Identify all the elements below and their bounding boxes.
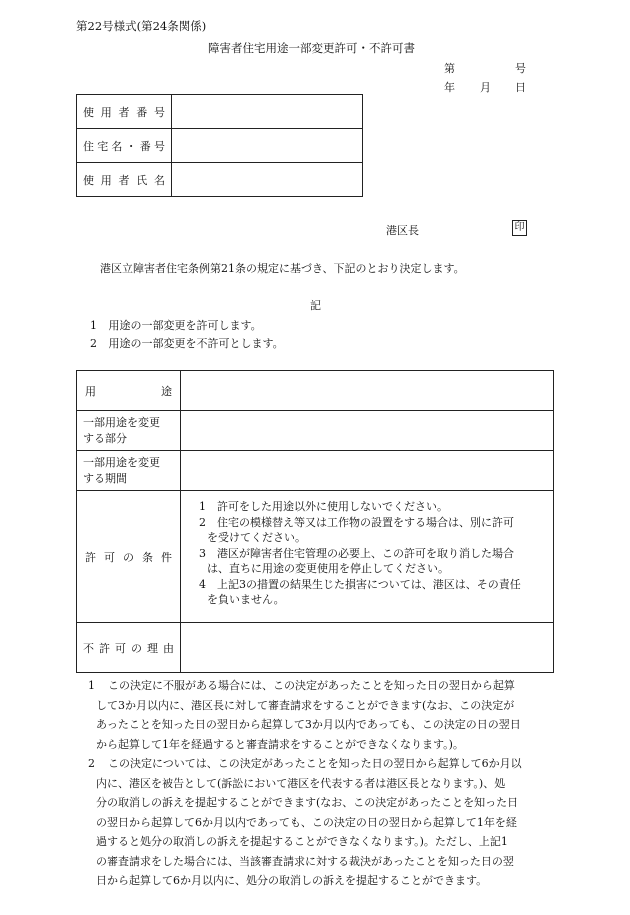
change-period-field[interactable] [181,451,554,491]
user-info-table [76,94,363,197]
user-name-label-char: 者 [118,173,130,187]
refusal-reason-label-char: の [131,641,142,655]
housing-name-label-char: 号 [153,139,165,153]
user-number-label-char: 者 [118,105,130,119]
decision-item [90,317,262,333]
usage-label-right: 途 [161,384,172,398]
condition-item [199,546,543,577]
seal-stamp [512,220,527,236]
seal-icon: 印 [512,220,527,236]
condition-line [199,561,543,577]
note-number: 2 [88,757,95,770]
housing-name-row [77,129,363,163]
user-number-row [77,95,363,129]
change-part-row [77,411,554,451]
condition-text: 港区が障害者住宅管理の必要上、この許可を取り消した場合 [217,546,514,560]
note-text: あったことを知った日の翌日から起算して3か月以内であっても、この決定の日の翌日 [96,718,521,731]
note-line [88,793,558,813]
user-name-field[interactable] [172,163,363,197]
housing-name-label-char: 名 [111,139,123,153]
user-number-label [77,95,172,129]
user-name-label [77,163,172,197]
usage-row [77,371,554,411]
condition-line [199,577,543,593]
conditions-label-char: 可 [104,550,115,564]
refusal-reason-row [77,623,554,673]
note-text: 内に、港区を被告として(訴訟において港区を代表する者は港区長となります。)、処 [96,776,506,790]
condition-line [199,499,543,515]
issuer-title: 港区長 [386,224,419,237]
conditions-label-char: 条 [142,550,153,564]
conditions-label [77,491,181,623]
decision-item [90,335,284,351]
housing-name-field[interactable] [172,129,363,163]
refusal-reason-field[interactable] [181,623,554,673]
refusal-reason-label-char: 由 [163,641,174,655]
note-line [88,813,558,833]
decision-text: 用途の一部変更を許可します。 [108,319,262,332]
condition-number: 3 [199,546,206,560]
user-number-label-char: 号 [154,105,165,119]
change-period-row [77,451,554,491]
user-name-label-char: 使 [83,173,94,187]
note-text: して3か月以内に、港区長に対して審査請求をすることができます(なお、この決定が [96,698,515,712]
condition-text: 許可をした用途以外に使用しないでください。 [217,500,448,513]
condition-text: 上記3の措置の結果生じた損害については、港区は、その責任 [217,577,521,591]
user-number-label-char: 番 [136,105,148,119]
user-name-label-char: 氏 [136,173,148,187]
doc-number-suffix: 号 [515,62,526,75]
user-number-label-char: 用 [100,105,112,119]
note-line [88,832,558,852]
note-line [88,735,558,755]
condition-text: を負いません。 [207,593,285,606]
refusal-reason-label-char: 理 [147,641,158,655]
housing-name-label-char: 宅 [97,139,109,153]
condition-line [199,515,543,531]
condition-line [199,530,543,546]
change-part-label [77,411,181,451]
condition-line [199,592,543,608]
user-number-label-char: 使 [83,105,94,119]
refusal-reason-label-char: 不 [83,641,94,655]
change-part-field[interactable] [181,411,554,451]
note-item [88,754,558,891]
date-month: 月 [480,81,491,94]
change-part-label-line: 一部用途を変更 [83,415,160,429]
notes [88,676,558,891]
note-text: この決定に不服がある場合には、この決定があったことを知った日の翌日から起算 [108,679,515,692]
document-title: 障害者住宅用途一部変更許可・不許可書 [208,41,415,55]
note-line [88,852,558,872]
refusal-reason-label [77,623,181,673]
change-part-label-line: する部分 [83,431,127,445]
conditions-row [77,491,554,623]
note-text: の翌日から起算して6か月以内であっても、この決定の日の翌日から起算して1年を経 [96,815,517,829]
condition-number: 1 [199,500,206,513]
conditions-content [181,491,554,623]
housing-name-label-char: ・ [125,139,137,153]
note-text: の審査請求をした場合には、当該審査請求に対する裁決があったことを知った日の翌 [96,854,514,868]
decision-number: 1 [90,319,97,332]
note-text: から起算して1年を経過すると審査請求をすることができなくなります。)。 [96,737,464,751]
condition-item [199,499,543,515]
note-line [88,715,558,735]
intro-text: 港区立障害者住宅条例第21条の規定に基づき、下記のとおり決定します。 [100,262,465,275]
doc-number-prefix: 第 [444,62,455,75]
decision-text: 用途の一部変更を不許可とします。 [108,337,284,350]
form-number: 第22号様式(第24条関係) [76,19,207,33]
housing-name-label [77,129,172,163]
condition-number: 4 [199,577,206,591]
condition-number: 2 [199,515,206,529]
housing-name-label-char: 番 [139,139,151,153]
ki-heading: 記 [310,299,321,312]
refusal-reason-label-char: 許 [99,641,110,655]
refusal-reason-label-char: 可 [115,641,126,655]
conditions-label-char: の [123,550,134,564]
note-line [88,871,558,891]
change-period-label-line: する期間 [83,471,127,485]
usage-label [77,371,181,411]
note-item [88,676,558,754]
condition-text: は、直ちに用途の変更使用を停止してください。 [207,562,449,575]
doc-number [444,60,526,76]
note-text: 日から起算して6か月以内に、処分の取消しの訴えを提起することができます。 [96,874,488,887]
user-name-label-char: 用 [100,173,112,187]
note-line [88,696,558,716]
change-period-label [77,451,181,491]
note-line [88,676,558,696]
note-line [88,774,558,794]
user-number-field[interactable] [172,95,363,129]
note-line [88,754,558,774]
condition-text: を受けてください。 [207,531,306,544]
date-day: 日 [515,81,526,94]
condition-item [199,577,543,608]
usage-label-left: 用 [85,384,96,398]
housing-name-label-char: 住 [83,139,94,153]
note-text: 過すると処分の取消しの訴えを提起することができなくなります。)。ただし、上記1 [96,835,508,848]
usage-field[interactable] [181,371,554,411]
conditions-label-char: 件 [161,550,172,564]
condition-line [199,546,543,562]
note-number: 1 [88,679,95,692]
decision-number: 2 [90,337,97,350]
condition-text: 住宅の模様替え等又は工作物の設置をする場合は、別に許可 [217,515,514,529]
main-table [76,370,554,673]
condition-item [199,515,543,546]
note-text: この決定については、この決定があったことを知った日の翌日から起算して6か月以 [108,757,522,770]
note-text: 分の取消しの訴えを提起することができます(なお、この決定があったことを知った日 [96,796,519,809]
issue-date [444,79,526,93]
change-period-label-line: 一部用途を変更 [83,455,160,469]
conditions-label-char: 許 [85,550,96,564]
user-name-row [77,163,363,197]
user-name-label-char: 名 [154,173,165,187]
date-year: 年 [444,81,455,94]
